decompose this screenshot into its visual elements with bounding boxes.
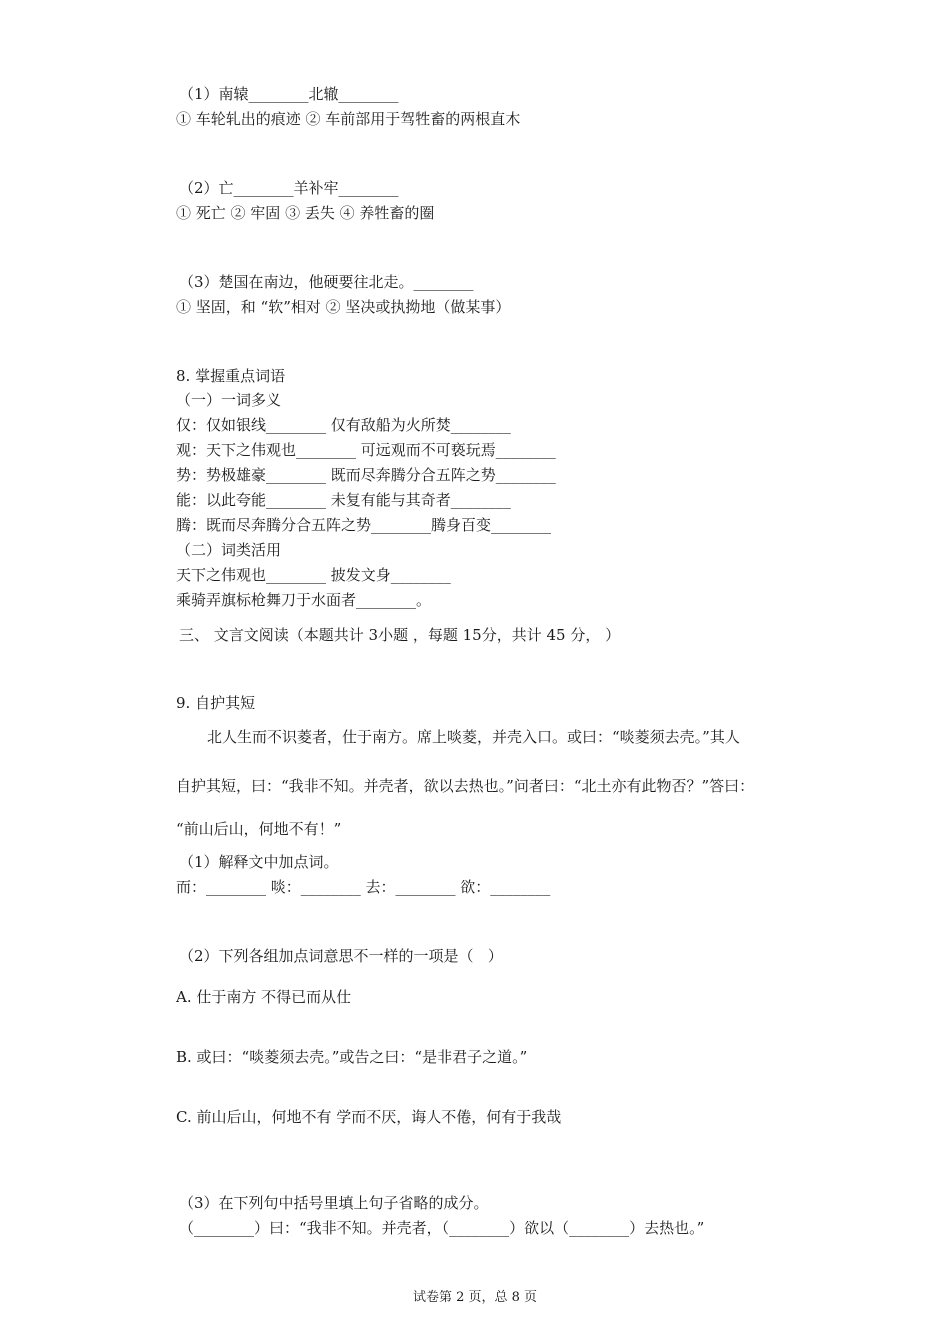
q9-option-c: C. 前山后山，何地不有 学而不厌，诲人不倦，何有于我哉 [176, 1108, 562, 1126]
q7-2-options: ① 死亡 ② 牢固 ③ 丢失 ④ 养牲畜的圈 [176, 204, 435, 222]
q9-para-2: 自护其短，曰：“我非不知。并壳者，欲以去热也。”问者曰：“北土亦有此物否？”答曰： [176, 777, 755, 795]
q7-2-line: （2）亡________羊补牢________ [179, 179, 399, 197]
q8-line-6: 天下之伟观也________ 披发文身________ [176, 566, 451, 584]
q8-line-2: 观：天下之伟观也________ 可远观而不可亵玩焉________ [176, 441, 556, 459]
q8-title: 8. 掌握重点词语 [176, 367, 286, 385]
q9-option-a: A. 仕于南方 不得已而从仕 [176, 988, 352, 1006]
q8-line-5: 腾：既而尽奔腾分合五阵之势________腾身百变________ [176, 516, 552, 534]
q9-part1-blanks: 而：________ 啖：________ 去：________ 欲：________ [176, 878, 551, 896]
page-footer: 试卷第 2 页，总 8 页 [412, 1290, 538, 1305]
q8-sub1: （一）一词多义 [176, 391, 282, 409]
section-3-heading: 三、 文言文阅读（本题共计 3小题 ，每题 15分，共计 45 分， ） [179, 626, 621, 644]
q9-title: 9. 自护其短 [176, 694, 256, 712]
q9-part3-line: （________）曰：“我非不知。并壳者，（________）欲以（________）去热也。” [179, 1219, 705, 1237]
q8-line-4: 能：以此夸能________ 未复有能与其奇者________ [176, 491, 511, 509]
q8-line-7: 乘骑弄旗标枪舞刀于水面者________。 [176, 591, 432, 609]
q9-part3: （3）在下列句中括号里填上句子省略的成分。 [179, 1194, 489, 1212]
q7-1-line: （1）南辕________北辙________ [179, 85, 399, 103]
q8-line-3: 势：势极雄豪________ 既而尽奔腾分合五阵之势________ [176, 466, 556, 484]
q9-para-1: 北人生而不识菱者，仕于南方。席上啖菱，并壳入口。或曰：“啖菱须去壳。”其人 [207, 728, 740, 746]
q9-option-b: B. 或曰：“啖菱须去壳。”或告之曰：“是非君子之道。” [176, 1048, 528, 1066]
q7-3-line: （3）楚国在南边，他硬要往北走。________ [179, 273, 474, 291]
q8-sub2: （二）词类活用 [176, 541, 282, 559]
q9-para-3: “前山后山，何地不有！” [176, 820, 342, 838]
q9-part2: （2）下列各组加点词意思不一样的一项是（ ） [179, 947, 503, 965]
q8-line-1: 仅：仅如银线________ 仅有敌船为火所焚________ [176, 416, 511, 434]
q7-1-options: ① 车轮轧出的痕迹 ② 车前部用于驾牲畜的两根直木 [176, 110, 521, 128]
q7-3-options: ① 坚固，和 “软”相对 ② 坚决或执拗地（做某事） [176, 298, 511, 316]
q9-part1: （1）解释文中加点词。 [179, 853, 339, 871]
